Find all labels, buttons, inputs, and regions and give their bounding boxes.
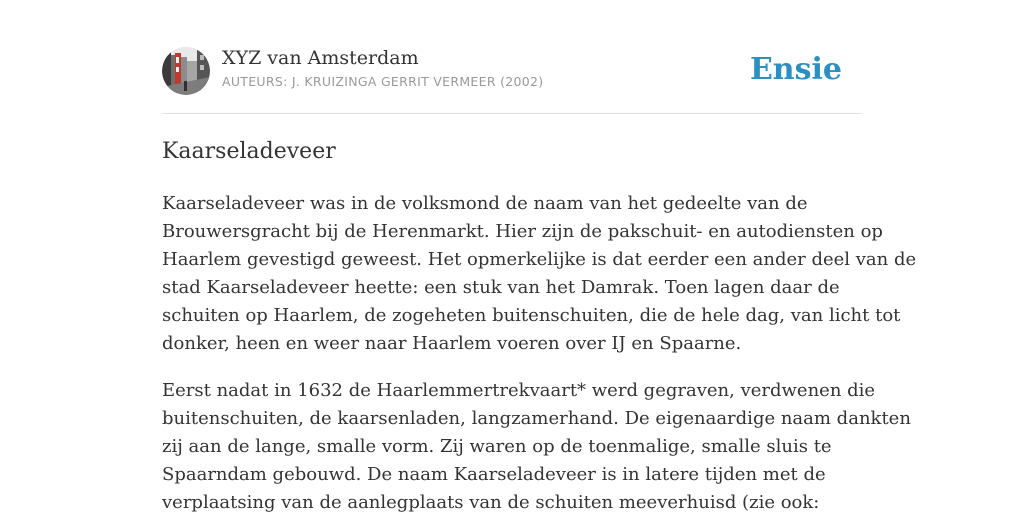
paragraph-1 bbox=[162, 190, 917, 358]
source-authors: AUTEURS: J. KRUIZINGA GERRIT VERMEER (2002) bbox=[222, 74, 544, 89]
article-body bbox=[162, 190, 917, 512]
source-avatar[interactable] bbox=[162, 47, 210, 95]
text-line: donker, heen en weer naar Haarlem voeren over IJ en Spaarne. bbox=[162, 333, 742, 354]
source-title[interactable]: XYZ van Amsterdam bbox=[222, 47, 419, 69]
text-line: verplaatsing van de aanlegplaats van de schuiten meeverhuisd (zie ook: bbox=[162, 492, 820, 512]
text-line: zij aan de lange, smalle vorm. Zij waren op de toenmalige, smalle sluis te bbox=[162, 436, 832, 457]
paragraph-2 bbox=[162, 377, 911, 512]
text-line: schuiten op Haarlem, de zogeheten buitenschuiten, die de hele dag, van licht tot bbox=[162, 305, 901, 326]
text-line: Haarlem gevestigd geweest. Het opmerkelijke is dat eerder een ander deel van de bbox=[162, 249, 917, 270]
street-photo-icon bbox=[162, 47, 210, 95]
text-line: Kaarseladeveer was in de volksmond de naam van het gedeelte van de bbox=[162, 193, 808, 214]
ensie-logo[interactable]: Ensie bbox=[749, 52, 842, 87]
text-line: Eerst nadat in 1632 de Haarlemmertrekvaart* werd gegraven, verdwenen die bbox=[162, 380, 876, 401]
text-line: Brouwersgracht bij de Herenmarkt. Hier zijn de pakschuit- en autodiensten op bbox=[162, 221, 883, 242]
text-line: stad Kaarseladeveer heette: een stuk van het Damrak. Toen lagen daar de bbox=[162, 277, 840, 298]
article-title: Kaarseladeveer bbox=[162, 139, 336, 164]
text-line: Spaarndam gebouwd. De naam Kaarseladeveer is in latere tijden met de bbox=[162, 464, 826, 485]
text-line: buitenschuiten, de kaarsenladen, langzamerhand. De eigenaardige naam dankten bbox=[162, 408, 911, 429]
source-header bbox=[162, 46, 862, 114]
